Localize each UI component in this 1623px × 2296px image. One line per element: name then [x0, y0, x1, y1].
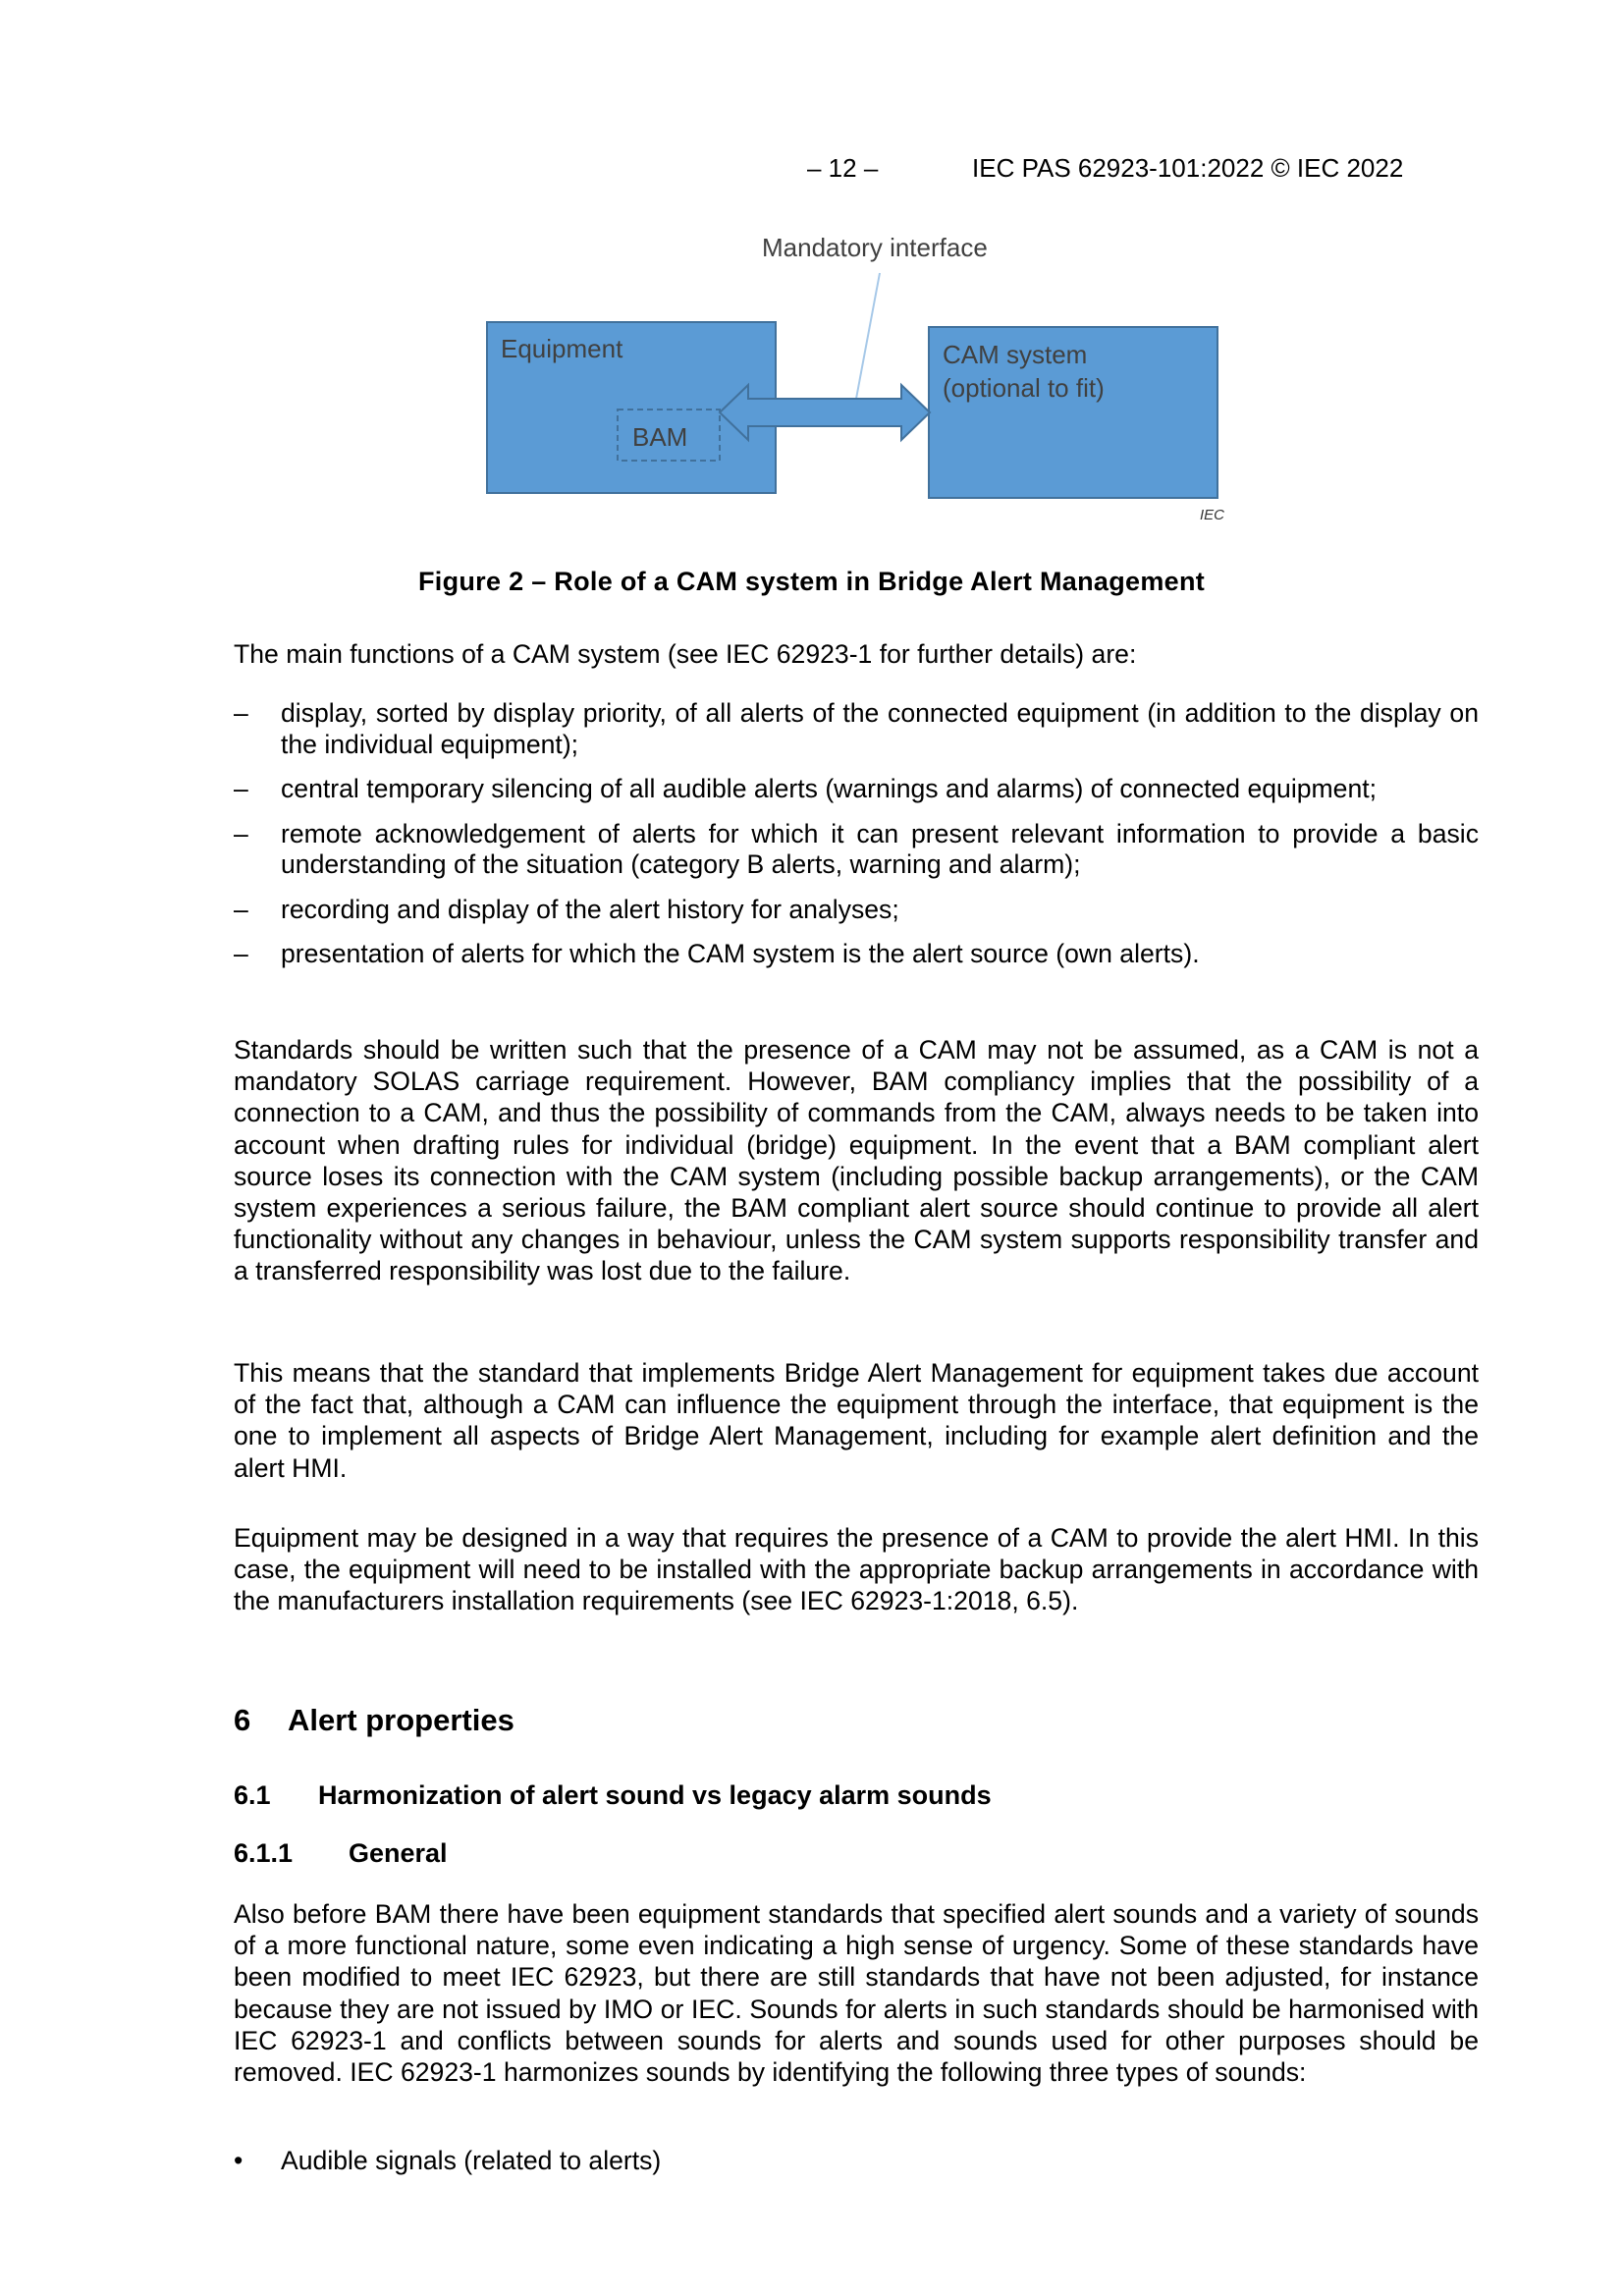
list-dash: –: [234, 698, 248, 728]
general-paragraph: Also before BAM there have been equipment standards that specified alert sounds and a variety of sounds of a more functional nature, some even indicating a high sense of urgency. Some of these standards have been modified to meet IEC 62923, but there are still standards that have not been adjusted, for instance because they are not issued by IMO or IEC. Sounds for alerts in such standards should be harmonised with IEC 62923-1 and conflicts between sounds for alerts and sounds used for other purposes should be removed. IEC 62923-1 harmonizes sounds by identifying the following three types of sounds:: [234, 1899, 1479, 2088]
cam-assumption-paragraph: Standards should be written such that the presence of a CAM may not be assumed, as a CAM is not a mandatory SOLAS carriage requirement. However, BAM compliancy implies that the possibility of a connection to a CAM, and thus the possibility of commands from the CAM, always needs to be taken into account when drafting rules for individual (bridge) equipment. In the event that a BAM compliant alert source loses its connection with the CAM system (including possible backup arrangements), or the CAM system experiences a serious failure, the BAM compliant alert source should continue to provide all alert functionality without any changes in behaviour, unless the CAM system supports responsibility transfer and a transferred responsibility was lost due to the failure.: [234, 1035, 1479, 1286]
list-item: [234, 939, 1479, 970]
section-6-1-heading: [234, 1780, 992, 1811]
bam-implementation-paragraph: This means that the standard that implements Bridge Alert Management for equipment takes due account of the fact that, although a CAM can influence the equipment through the interface, that equipment is the one to implement all aspects of Bridge Alert Management, including for example alert definition and the alert HMI.: [234, 1358, 1479, 1483]
section-number: 6.1: [234, 1780, 271, 1810]
list-item-text: remote acknowledgement of alerts for which it can present relevant information to provide a basic understanding of the situation (category B alerts, warning and alarm);: [281, 818, 1479, 879]
figure-caption: Figure 2 – Role of a CAM system in Bridge Alert Management: [417, 567, 1206, 596]
list-item-text: Audible signals (related to alerts): [281, 2146, 662, 2175]
section-title: Harmonization of alert sound vs legacy alarm sounds: [318, 1780, 992, 1810]
cam-required-paragraph: Equipment may be designed in a way that requires the presence of a CAM to provide the alert HMI. In this case, the equipment will need to be installed with the appropriate backup arrangements in accordance with the manufacturers installation requirements (see IEC 62923-1:2018, 6.5).: [234, 1523, 1479, 1616]
list-item-text: presentation of alerts for which the CAM system is the alert source (own alerts).: [281, 939, 1200, 968]
list-dash: –: [234, 894, 248, 924]
section-number: 6.1.1: [234, 1838, 294, 1868]
list-item: [234, 774, 1479, 805]
list-item: [234, 895, 1479, 926]
sound-types-list: [234, 2146, 1479, 2191]
section-title: General: [349, 1838, 448, 1868]
list-item-text: display, sorted by display priority, of all alerts of the connected equipment (in addition to the display on the individual equipment);: [281, 698, 1479, 759]
bam-label: BAM: [632, 422, 688, 452]
list-item-text: central temporary silencing of all audible alerts (warnings and alarms) of connected equipment;: [281, 774, 1378, 803]
document-id: IEC PAS 62923-101:2022 © IEC 2022: [972, 153, 1404, 183]
section-6-heading: [234, 1703, 514, 1738]
list-item: [234, 698, 1479, 760]
list-item-text: recording and display of the alert history for analyses;: [281, 894, 899, 924]
list-item: [234, 2146, 1479, 2177]
section-number: 6: [234, 1703, 251, 1737]
list-item: [234, 819, 1479, 881]
section-title: Alert properties: [288, 1703, 514, 1737]
interface-pointer-line: [856, 273, 880, 399]
mandatory-interface-label: Mandatory interface: [762, 233, 988, 262]
list-dash: –: [234, 774, 248, 803]
list-dash: –: [234, 818, 248, 848]
functions-list: [234, 698, 1479, 984]
equipment-label: Equipment: [501, 334, 623, 363]
list-bullet: •: [234, 2146, 243, 2175]
section-6-1-1-heading: [234, 1838, 448, 1869]
cam-diagram: [0, 0, 1623, 550]
cam-label-line1: CAM system: [943, 340, 1088, 369]
cam-label-line2: (optional to fit): [943, 373, 1105, 403]
intro-paragraph: The main functions of a CAM system (see IEC 62923-1 for further details) are:: [234, 639, 1137, 669]
iec-watermark: IEC: [1200, 507, 1225, 523]
list-dash: –: [234, 939, 248, 968]
page-number: – 12 –: [807, 153, 879, 183]
